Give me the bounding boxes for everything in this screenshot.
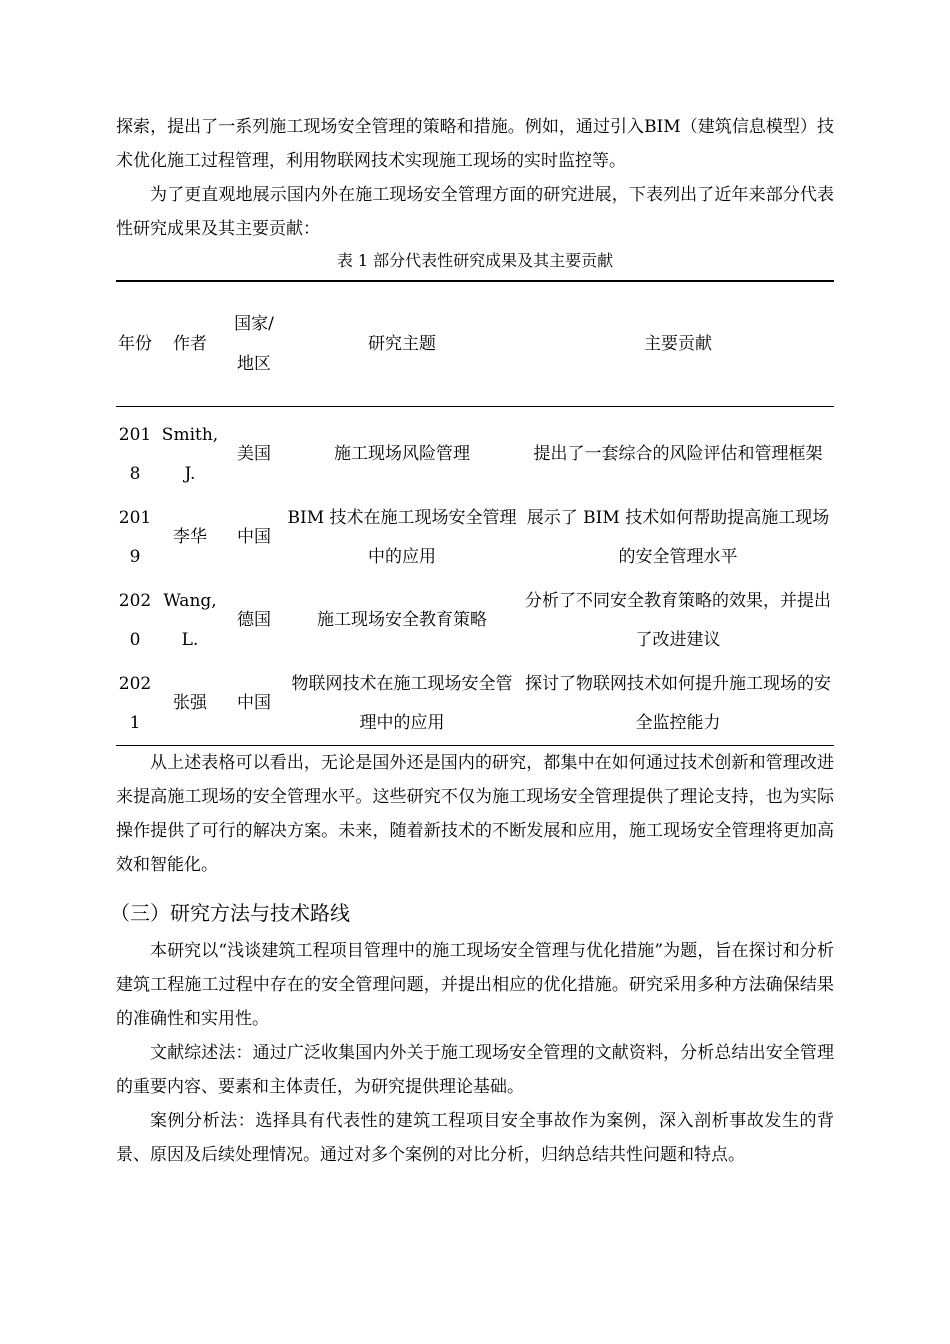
cell-country: 德国	[237, 610, 271, 630]
cell-country: 美国	[237, 444, 271, 464]
cell-topic: BIM 技术在施工现场安全管理中的应用	[287, 507, 517, 567]
header-topic: 研究主题	[368, 334, 436, 354]
cell-year: 2020	[118, 590, 152, 650]
header-country: 国家/地区	[234, 314, 274, 374]
section-paragraph-2: 文献综述法：通过广泛收集国内外关于施工现场安全管理的文献资料，分析总结出安全管理的重要内容、要素和主体责任，为研究提供理论基础。	[116, 1043, 834, 1097]
intro-paragraph-1: 探索，提出了一系列施工现场安全管理的策略和措施。例如，通过引入BIM（建筑信息模型）技术优化施工过程管理，利用物联网技术实现施工现场的实时监控等。	[116, 117, 834, 171]
cell-topic: 施工现场风险管理	[334, 444, 470, 464]
cell-year: 2021	[118, 673, 152, 733]
summary-paragraph: 从上述表格可以看出，无论是国外还是国内的研究，都集中在如何通过技术创新和管理改进来提高施工现场的安全管理水平。这些研究不仅为施工现场安全管理提供了理论支持，也为实际操作提供了可行的解决方案。未来，随着新技术的不断发展和应用，施工现场安全管理将更加高效和智能化。	[116, 753, 834, 875]
document-page	[110, 110, 834, 1172]
header-author: 作者	[173, 334, 207, 354]
research-table	[116, 280, 834, 746]
cell-country: 中国	[237, 527, 271, 547]
cell-topic: 物联网技术在施工现场安全管理中的应用	[291, 673, 513, 733]
cell-contribution: 展示了 BIM 技术如何帮助提高施工现场的安全管理水平	[526, 507, 830, 567]
cell-year: 2019	[118, 507, 152, 567]
table-header-row	[116, 281, 834, 407]
table-row	[116, 496, 834, 579]
section-paragraph-1: 本研究以“浅谈建筑工程项目管理中的施工现场安全管理与优化措施”为题，旨在探讨和分析建筑工程施工过程中存在的安全管理问题，并提出相应的优化措施。研究采用多种方法确保结果的准确性和实用性。	[116, 941, 834, 1029]
cell-author: Smith, J.	[161, 424, 219, 484]
cell-author: 张强	[173, 693, 207, 713]
cell-contribution: 分析了不同安全教育策略的效果，并提出了改进建议	[525, 590, 831, 650]
section-paragraph-3: 案例分析法：选择具有代表性的建筑工程项目安全事故作为案例，深入剖析事故发生的背景、原因及后续处理情况。通过对多个案例的对比分析，归纳总结共性问题和特点。	[116, 1111, 834, 1165]
cell-contribution: 提出了一套综合的风险评估和管理框架	[533, 444, 823, 464]
table-row	[116, 579, 834, 662]
cell-topic: 施工现场安全教育策略	[317, 610, 487, 630]
table-caption: 表 1 部分代表性研究成果及其主要贡献	[336, 251, 614, 270]
cell-author: 李华	[173, 527, 207, 547]
cell-contribution: 探讨了物联网技术如何提升施工现场的安全监控能力	[525, 673, 831, 733]
table-row	[116, 662, 834, 746]
cell-year: 2018	[118, 424, 152, 484]
cell-author: Wang, L.	[163, 590, 217, 650]
table-row	[116, 407, 834, 497]
cell-country: 中国	[237, 693, 271, 713]
intro-paragraph-2: 为了更直观地展示国内外在施工现场安全管理方面的研究进展，下表列出了近年来部分代表性研究成果及其主要贡献：	[116, 185, 834, 239]
section-heading: （三）研究方法与技术路线	[110, 901, 350, 925]
header-contribution: 主要贡献	[644, 334, 712, 354]
header-year: 年份	[118, 334, 152, 354]
